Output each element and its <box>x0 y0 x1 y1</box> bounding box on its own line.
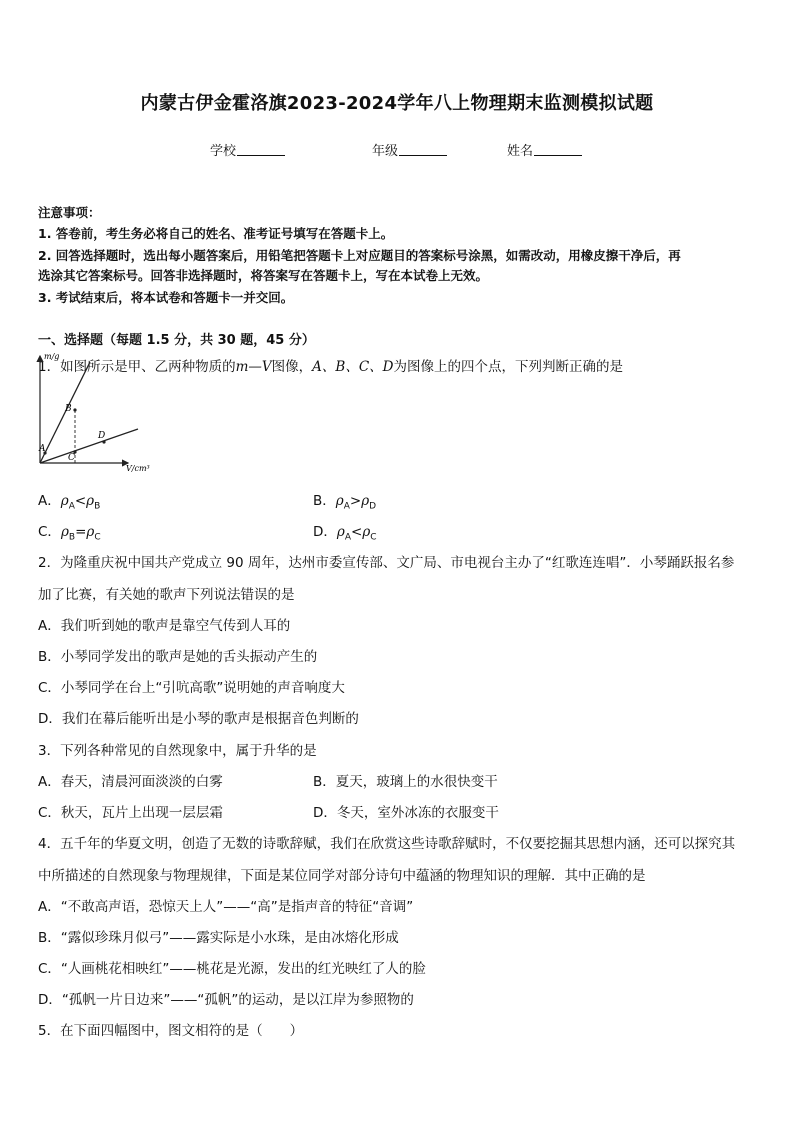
q3-option-b[interactable]: B．夏天，玻璃上的水很快变干 <box>313 774 498 790</box>
notes-item-1: 1. 答卷前，考生务必将自己的姓名、准考证号填写在答题卡上。 <box>38 226 394 241</box>
q2-option-a[interactable]: A．我们听到她的歌声是靠空气传到人耳的 <box>38 618 291 634</box>
rho-b: ρ <box>335 493 344 509</box>
school-field <box>210 140 285 159</box>
q4-stem-1: 4．五千年的华夏文明，创造了无数的诗歌辞赋，我们在欣赏这些诗歌辞赋时，不仅要挖掘其思想内涵，还可以探究其 <box>38 836 736 852</box>
section-heading: 一、选择题（每题 1.5 分，共 30 题，45 分） <box>38 333 315 348</box>
grade-field <box>372 140 447 159</box>
q4-option-d[interactable]: D．“孤帆一片日边来”——“孤帆”的运动，是以江岸为参照物的 <box>38 992 414 1008</box>
rho-c2: ρ <box>86 524 95 540</box>
q1-option-d-op: < <box>351 524 363 540</box>
q1-option-a-op: < <box>74 493 87 509</box>
q4-option-b[interactable]: B．“露似珍珠月似弓”——露实际是小水珠，是由冰熔化形成 <box>38 930 399 946</box>
label-d: D <box>98 431 106 441</box>
rho-d2: ρ <box>362 524 371 540</box>
q1-mv: m—V <box>235 359 272 375</box>
rho-b-sub2: D <box>369 501 377 512</box>
notes-item-3: 3. 考试结束后，将本试卷和答题卡一并交回。 <box>38 290 294 305</box>
q3-option-a[interactable]: A．春天，清晨河面淡淡的白雾 <box>38 774 223 790</box>
q3-option-d[interactable]: D．冬天，室外冰冻的衣服变干 <box>313 805 499 821</box>
q4-stem-2: 中所描述的自然现象与物理规律，下面是某位同学对部分诗句中蕴涵的物理知识的理解．其中正确的是 <box>38 868 646 884</box>
rho-c: ρ <box>60 524 69 540</box>
rho-a-sub2: B <box>94 501 101 512</box>
rho-c-sub2: C <box>94 532 101 543</box>
q1-option-a-label: A． <box>38 493 61 509</box>
rho-d-sub1: A <box>344 532 352 543</box>
point-b <box>73 408 76 411</box>
notes-item-2b: 选涂其它答案标号。回答非选择题时，将答案写在答题卡上，写在本试卷上无效。 <box>38 268 489 283</box>
label-c: C <box>68 453 75 463</box>
label-a: A <box>39 444 46 454</box>
rho-a-sub1: A <box>68 501 75 512</box>
rho-b2: ρ <box>361 493 370 509</box>
q2-stem-2: 加了比赛，有关她的歌声下列说法错误的是 <box>38 587 295 603</box>
q1-option-c[interactable] <box>38 520 101 543</box>
q1-stem-pre: 1．如图所示是甲、乙两种物质的 <box>38 359 236 375</box>
q1-option-c-label: C． <box>38 524 61 540</box>
q1-stem-mid: 图像， <box>271 359 313 375</box>
q1-option-c-op: = <box>75 524 87 540</box>
q1-option-d[interactable] <box>313 520 377 543</box>
mv-graph-figure <box>30 350 160 478</box>
q4-option-c[interactable]: C．“人画桃花相映红”——桃花是光源，发出的红光映红了人的脸 <box>38 961 426 977</box>
y-axis-label: m/g <box>44 352 60 361</box>
school-blank <box>237 143 285 156</box>
page-title: 内蒙古伊金霍洛旗2023-2024学年八上物理期末监测模拟试题 <box>140 93 654 114</box>
name-label: 姓名 <box>507 144 534 159</box>
label-b: B <box>65 404 72 414</box>
q1-option-b-label: B． <box>313 493 336 509</box>
rho-c-sub1: B <box>68 532 76 543</box>
q1-option-a[interactable] <box>38 489 100 512</box>
q2-option-d[interactable]: D．我们在幕后能听出是小琴的歌声是根据音色判断的 <box>38 711 359 727</box>
rho-a: ρ <box>60 493 69 509</box>
rho-d-sub2: C <box>370 532 377 543</box>
q3-stem: 3．下列各种常见的自然现象中，属于升华的是 <box>38 743 317 759</box>
rho-b-sub1: A <box>343 501 350 512</box>
x-axis-label: V/cm³ <box>126 464 150 473</box>
grade-blank <box>399 143 447 156</box>
q1-option-b-op: > <box>349 493 362 509</box>
q2-option-b[interactable]: B．小琴同学发出的歌声是她的舌头振动产生的 <box>38 649 318 665</box>
name-field <box>507 140 582 159</box>
school-label: 学校 <box>210 144 237 159</box>
rho-d: ρ <box>336 524 345 540</box>
q1-stem-post: 为图像上的四个点，下列判断正确的是 <box>393 359 623 375</box>
notes-item-2a: 2. 回答选择题时，选出每小题答案后，用铅笔把答题卡上对应题目的答案标号涂黑，如需改动，用橡皮擦干净后，再 <box>38 248 681 263</box>
q1-option-d-label: D． <box>313 524 337 540</box>
name-blank <box>534 143 582 156</box>
q2-option-c[interactable]: C．小琴同学在台上“引吭高歌”说明她的声音响度大 <box>38 680 345 696</box>
q3-option-c[interactable]: C．秋天，瓦片上出现一层层霜 <box>38 805 223 821</box>
q1-points: A、B、C、D <box>312 359 394 375</box>
rho-a2: ρ <box>86 493 95 509</box>
q2-stem-1: 2．为隆重庆祝中国共产党成立 90 周年，达州市委宣传部、文广局、市电视台主办了“红歌连连唱”．小琴踊跃报名参 <box>38 555 735 571</box>
q1-option-b[interactable] <box>313 489 376 512</box>
grade-label: 年级 <box>372 144 399 159</box>
q5-stem: 5．在下面四幅图中，图文相符的是（ ） <box>38 1023 304 1039</box>
notes-heading: 注意事项： <box>38 205 101 220</box>
q4-option-a[interactable]: A．“不敢高声语，恐惊天上人”——“高”是指声音的特征“音调” <box>38 899 414 915</box>
